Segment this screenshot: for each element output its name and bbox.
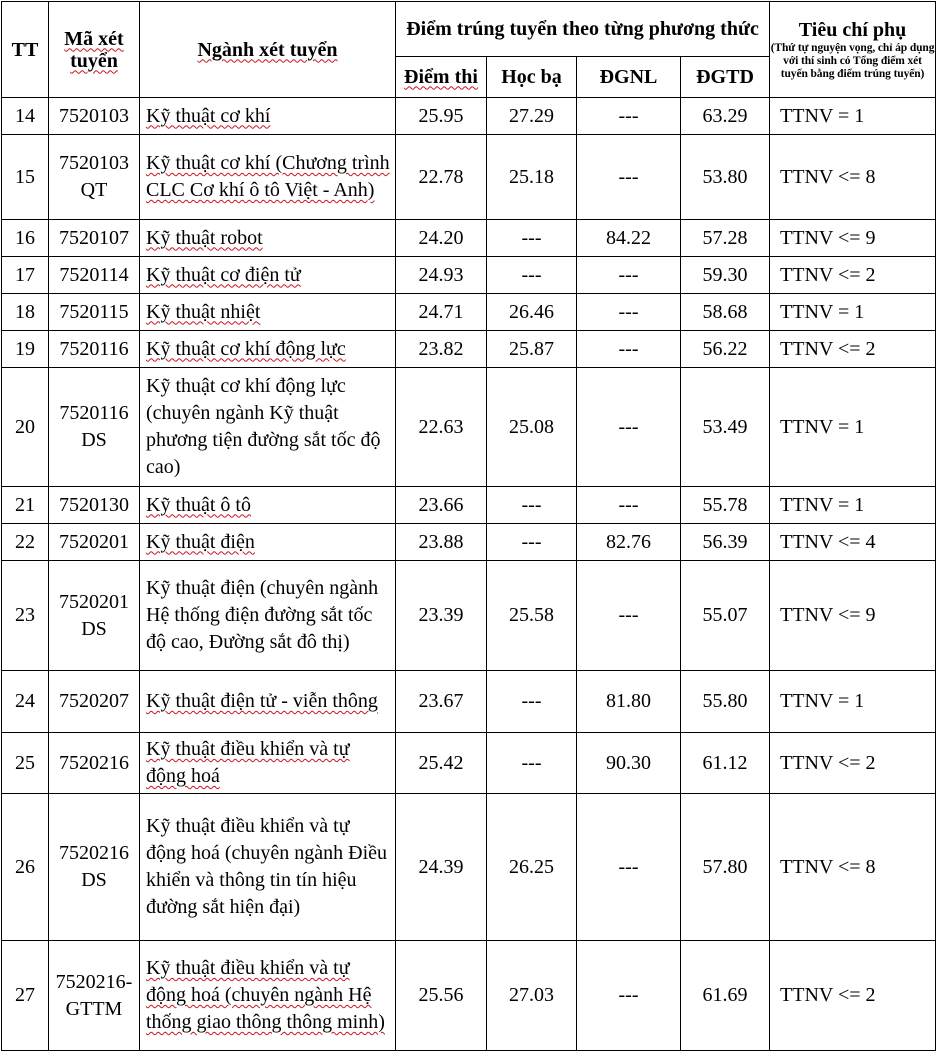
table-row [2,294,936,331]
table-row [2,331,936,368]
cell-code: 7520216- GTTM [49,941,140,1051]
cell-tt: 18 [2,294,49,331]
cell-criteria: TTNV <= 8 [770,135,936,220]
cell-criteria: TTNV <= 8 [770,794,936,941]
cell-transcript: --- [487,671,577,733]
cell-dgtd: 55.07 [681,561,770,671]
table-row [2,220,936,257]
header-code: Mã xét tuyển [49,2,140,98]
cell-transcript: 25.08 [487,368,577,487]
cell-major: Kỹ thuật ô tô [140,487,396,524]
cell-transcript: 25.58 [487,561,577,671]
cell-tt: 25 [2,733,49,794]
cell-dgnl: 90.30 [577,733,681,794]
cell-dgnl: --- [577,135,681,220]
cell-exam: 22.78 [396,135,487,220]
table-row [2,487,936,524]
header-major: Ngành xét tuyển [140,2,396,98]
cell-transcript: --- [487,487,577,524]
table-row [2,98,936,135]
cell-dgnl: --- [577,487,681,524]
table-row [2,257,936,294]
cell-tt: 15 [2,135,49,220]
table-row [2,368,936,487]
cell-dgtd: 58.68 [681,294,770,331]
cell-transcript: --- [487,257,577,294]
header-tt: TT [2,2,49,98]
cell-major: Kỹ thuật điều khiển và tự động hoá (chuyên ngành Điều khiển và thông tin tín hiệu đường sắt hiện đại) [140,794,396,941]
cell-exam: 23.66 [396,487,487,524]
cell-code: 7520216 [49,733,140,794]
cell-code: 7520216 DS [49,794,140,941]
cell-dgnl: --- [577,257,681,294]
cell-dgtd: 56.22 [681,331,770,368]
header-criteria-title: Tiêu chí phụ [798,19,907,41]
cell-code: 7520130 [49,487,140,524]
cell-criteria: TTNV = 1 [770,98,936,135]
cell-dgtd: 57.80 [681,794,770,941]
cell-criteria: TTNV <= 2 [770,733,936,794]
cell-major: Kỹ thuật cơ khí [140,98,396,135]
cell-criteria: TTNV <= 2 [770,941,936,1051]
cell-code: 7520201 [49,524,140,561]
cell-code: 7520103 [49,98,140,135]
cell-dgtd: 56.39 [681,524,770,561]
cell-transcript: 25.87 [487,331,577,368]
cell-criteria: TTNV = 1 [770,294,936,331]
cell-tt: 19 [2,331,49,368]
header-score-transcript: Học bạ [487,57,577,98]
cell-dgtd: 53.49 [681,368,770,487]
cell-dgtd: 61.69 [681,941,770,1051]
cell-dgnl: 84.22 [577,220,681,257]
header-scores-group: Điểm trúng tuyển theo từng phương thức [396,2,770,57]
cell-criteria: TTNV <= 9 [770,220,936,257]
cell-dgnl: --- [577,294,681,331]
cell-code: 7520114 [49,257,140,294]
header-criteria [770,2,936,98]
cell-major: Kỹ thuật cơ điện tử [140,257,396,294]
cell-criteria: TTNV = 1 [770,487,936,524]
cell-code: 7520107 [49,220,140,257]
header-criteria-note: (Thứ tự nguyện vọng, chỉ áp dụng với thí sinh có Tổng điểm xét tuyển bằng điểm trúng tuyển) [770,42,935,80]
header-score-exam: Điểm thi [396,57,487,98]
cell-tt: 21 [2,487,49,524]
cell-exam: 22.63 [396,368,487,487]
admission-scores-table [1,1,936,1051]
cell-dgnl: --- [577,561,681,671]
cell-tt: 22 [2,524,49,561]
cell-tt: 24 [2,671,49,733]
table-row [2,941,936,1051]
cell-code: 7520103 QT [49,135,140,220]
cell-exam: 25.95 [396,98,487,135]
cell-exam: 23.88 [396,524,487,561]
cell-major: Kỹ thuật cơ khí động lực [140,331,396,368]
cell-transcript: --- [487,524,577,561]
cell-major: Kỹ thuật điều khiển và tự động hoá [140,733,396,794]
table-body [2,98,936,1051]
cell-major: Kỹ thuật robot [140,220,396,257]
cell-tt: 17 [2,257,49,294]
cell-tt: 23 [2,561,49,671]
cell-criteria: TTNV <= 9 [770,561,936,671]
cell-tt: 16 [2,220,49,257]
cell-transcript: 26.25 [487,794,577,941]
cell-code: 7520207 [49,671,140,733]
cell-code: 7520115 [49,294,140,331]
cell-major: Kỹ thuật điện tử - viễn thông [140,671,396,733]
cell-major: Kỹ thuật điện [140,524,396,561]
cell-dgtd: 61.12 [681,733,770,794]
cell-transcript: --- [487,733,577,794]
cell-tt: 26 [2,794,49,941]
table-row [2,794,936,941]
header-score-dgtd: ĐGTD [681,57,770,98]
cell-transcript: 25.18 [487,135,577,220]
cell-dgtd: 53.80 [681,135,770,220]
header-score-dgnl: ĐGNL [577,57,681,98]
cell-dgnl: --- [577,331,681,368]
header-row-top [2,2,936,57]
cell-major: Kỹ thuật điện (chuyên ngành Hệ thống điện đường sắt tốc độ cao, Đường sắt đô thị) [140,561,396,671]
cell-criteria: TTNV <= 2 [770,257,936,294]
cell-dgnl: 82.76 [577,524,681,561]
cell-exam: 23.67 [396,671,487,733]
cell-major: Kỹ thuật điều khiển và tự động hoá (chuyên ngành Hệ thống giao thông thông minh) [140,941,396,1051]
table-row [2,733,936,794]
cell-transcript: 27.03 [487,941,577,1051]
cell-dgnl: --- [577,98,681,135]
cell-transcript: 27.29 [487,98,577,135]
cell-dgnl: --- [577,368,681,487]
cell-dgtd: 59.30 [681,257,770,294]
table-row [2,524,936,561]
cell-exam: 24.20 [396,220,487,257]
cell-code: 7520201 DS [49,561,140,671]
cell-major: Kỹ thuật cơ khí (Chương trình CLC Cơ khí ô tô Việt - Anh) [140,135,396,220]
cell-code: 7520116 [49,331,140,368]
cell-tt: 14 [2,98,49,135]
cell-dgnl: --- [577,794,681,941]
cell-dgnl: --- [577,941,681,1051]
cell-exam: 24.39 [396,794,487,941]
table-row [2,561,936,671]
cell-exam: 25.42 [396,733,487,794]
cell-major: Kỹ thuật nhiệt [140,294,396,331]
table-row [2,671,936,733]
cell-tt: 27 [2,941,49,1051]
cell-dgtd: 55.80 [681,671,770,733]
cell-dgtd: 63.29 [681,98,770,135]
cell-tt: 20 [2,368,49,487]
cell-exam: 23.82 [396,331,487,368]
cell-exam: 24.93 [396,257,487,294]
table-row [2,135,936,220]
cell-exam: 25.56 [396,941,487,1051]
cell-dgtd: 55.78 [681,487,770,524]
cell-dgtd: 57.28 [681,220,770,257]
cell-criteria: TTNV = 1 [770,671,936,733]
cell-transcript: 26.46 [487,294,577,331]
cell-major: Kỹ thuật cơ khí động lực (chuyên ngành Kỹ thuật phương tiện đường sắt tốc độ cao) [140,368,396,487]
cell-transcript: --- [487,220,577,257]
cell-criteria: TTNV <= 2 [770,331,936,368]
cell-criteria: TTNV = 1 [770,368,936,487]
cell-exam: 24.71 [396,294,487,331]
cell-code: 7520116 DS [49,368,140,487]
cell-exam: 23.39 [396,561,487,671]
cell-criteria: TTNV <= 4 [770,524,936,561]
cell-dgnl: 81.80 [577,671,681,733]
